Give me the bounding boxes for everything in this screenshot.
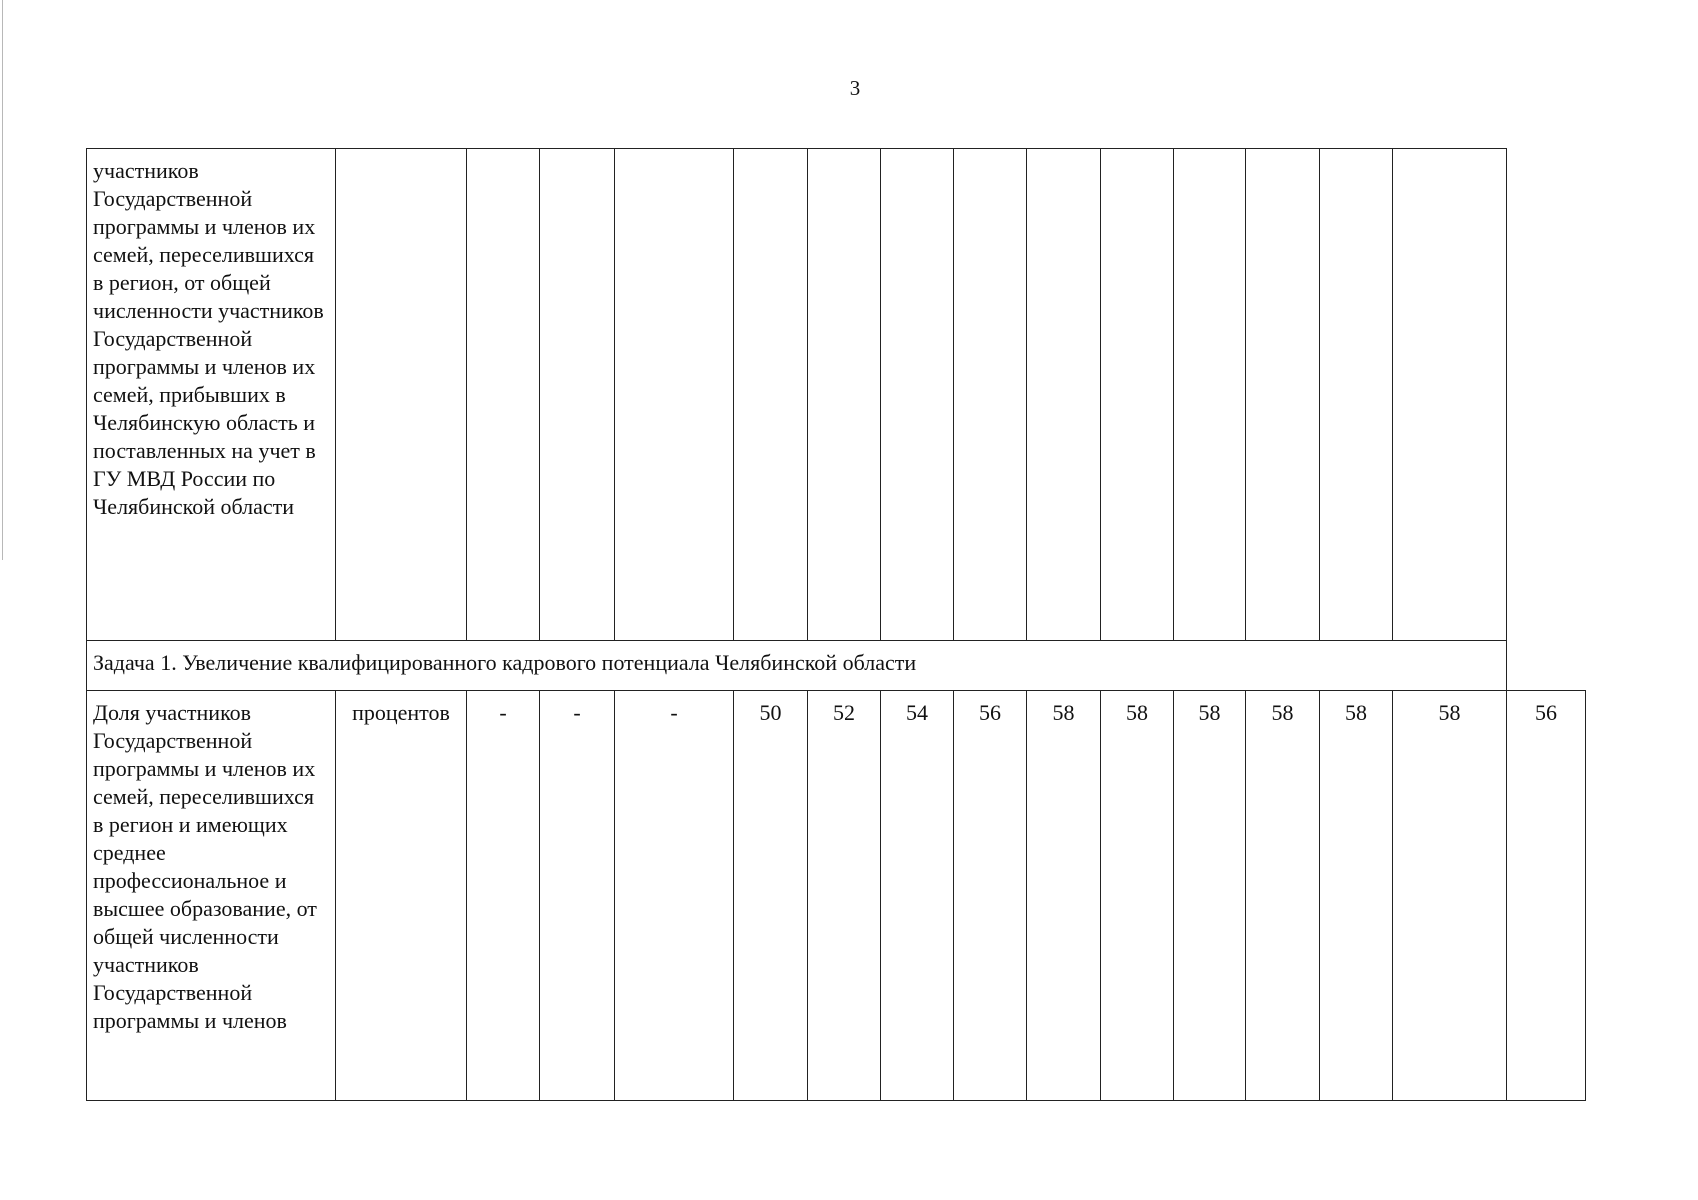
value-cell bbox=[1320, 149, 1393, 641]
value-cell bbox=[1246, 149, 1320, 641]
unit-cell: процентов bbox=[336, 691, 467, 1101]
page-number: 3 bbox=[849, 76, 861, 100]
unit-cell bbox=[336, 149, 467, 641]
value-cell: 58 bbox=[1101, 691, 1174, 1101]
value-cell: 58 bbox=[1174, 691, 1246, 1101]
value-cell bbox=[615, 149, 734, 641]
scan-edge-line bbox=[2, 0, 3, 560]
value-cell: - bbox=[467, 691, 540, 1101]
value-cell: 56 bbox=[1507, 691, 1586, 1101]
value-cell: 58 bbox=[1393, 691, 1507, 1101]
indicator-name-cell: участников Государственной программы и членов их семей, переселившихся в регион, от общей численности участников Государственной программы и членов их семей, прибывших в Челябинскую область и поставленных на учет в ГУ МВД России по Челябинской области bbox=[87, 149, 336, 641]
value-cell: 58 bbox=[1320, 691, 1393, 1101]
indicator-name-cell: Доля участников Государственной программы и членов их семей, переселившихся в регион и имеющих среднее профессиональное и высшее образование, от общей численности участников Государственной программы и членов bbox=[87, 691, 336, 1101]
table-row bbox=[87, 149, 1586, 641]
value-cell: - bbox=[540, 691, 615, 1101]
value-cell bbox=[467, 149, 540, 641]
value-cell bbox=[808, 149, 881, 641]
value-cell: 52 bbox=[808, 691, 881, 1101]
value-cell: 50 bbox=[734, 691, 808, 1101]
indicators-table bbox=[86, 148, 1586, 1101]
value-cell: 58 bbox=[1027, 691, 1101, 1101]
value-cell bbox=[881, 149, 954, 641]
value-cell: 54 bbox=[881, 691, 954, 1101]
value-cell bbox=[1174, 149, 1246, 641]
task-heading: Задача 1. Увеличение квалифицированного кадрового потенциала Челябинской области bbox=[87, 641, 1507, 691]
table-row bbox=[87, 691, 1586, 1101]
value-cell: 56 bbox=[954, 691, 1027, 1101]
task-row bbox=[87, 641, 1586, 691]
value-cell bbox=[954, 149, 1027, 641]
value-cell: 58 bbox=[1246, 691, 1320, 1101]
value-cell: - bbox=[615, 691, 734, 1101]
value-cell bbox=[734, 149, 808, 641]
value-cell bbox=[1027, 149, 1101, 641]
value-cell bbox=[1393, 149, 1507, 641]
value-cell bbox=[1101, 149, 1174, 641]
value-cell bbox=[540, 149, 615, 641]
